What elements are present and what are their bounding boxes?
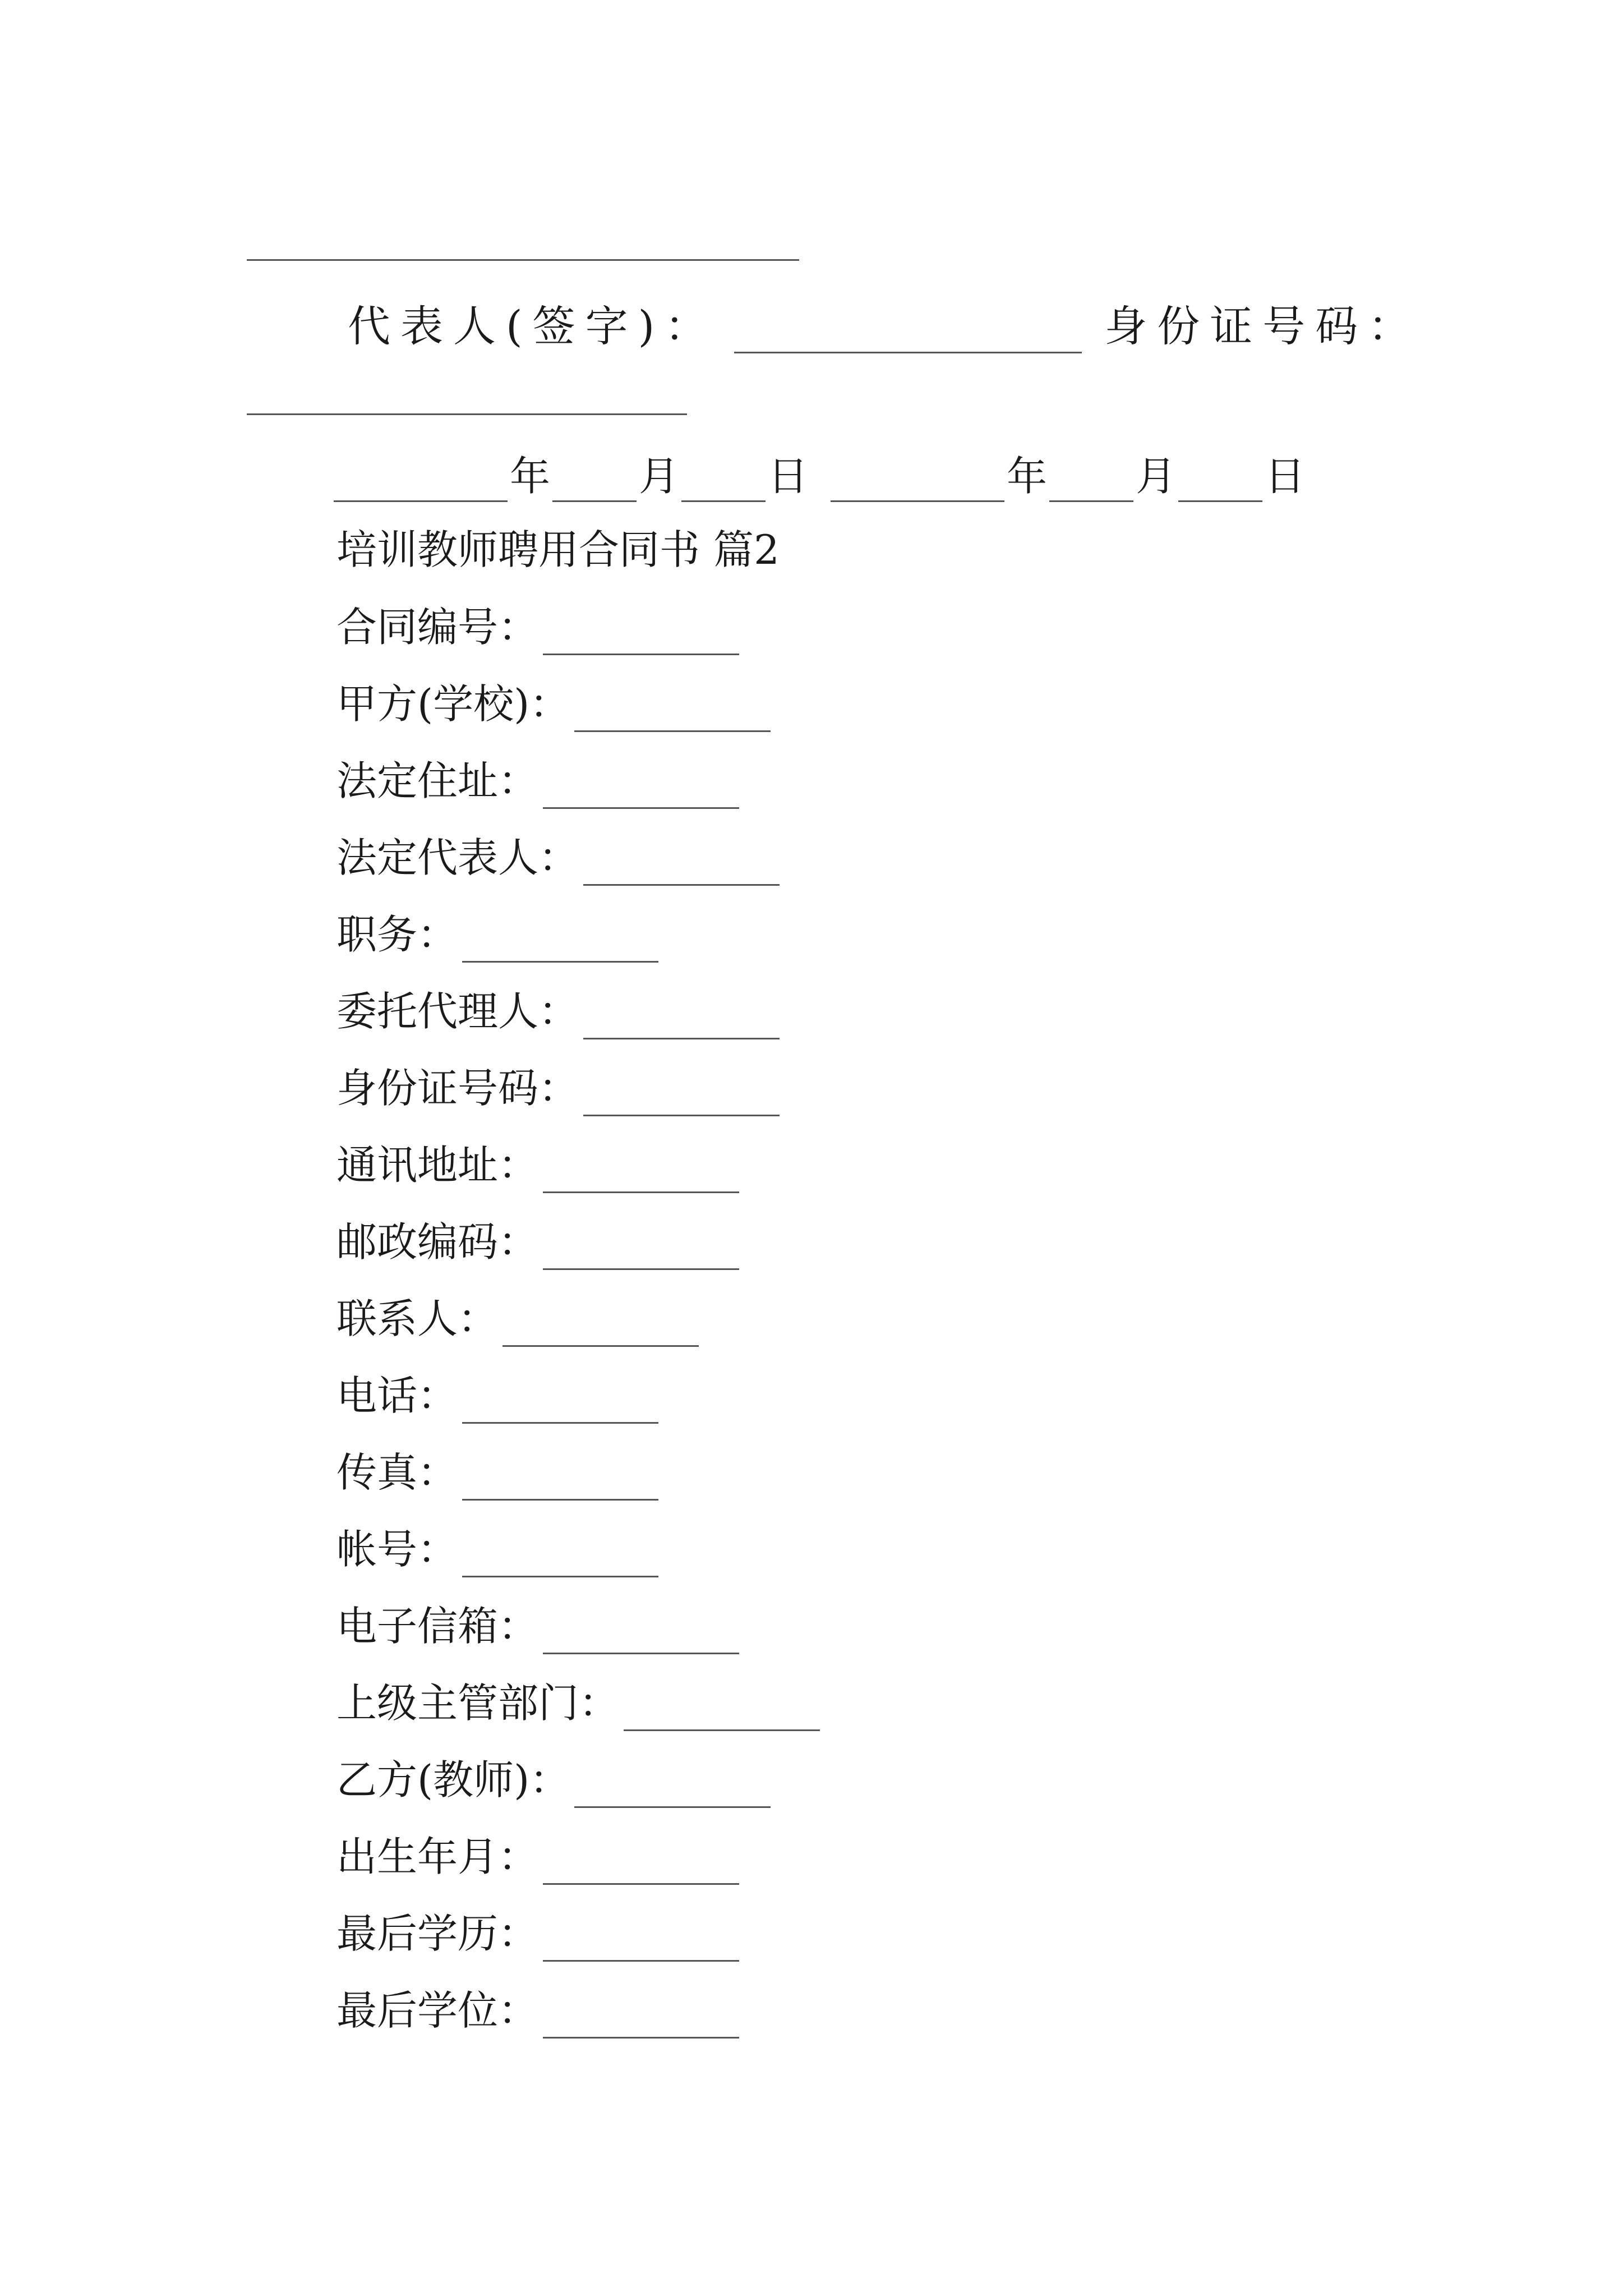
- day-label: 日: [1265, 453, 1306, 500]
- fax-input[interactable]: [462, 1460, 658, 1501]
- field-email: [336, 1598, 739, 1654]
- field-label: 通讯地址：: [336, 1142, 539, 1189]
- contact-person-input[interactable]: [502, 1306, 699, 1347]
- phone-input[interactable]: [462, 1383, 658, 1424]
- field-authorized-agent: [336, 983, 780, 1039]
- field-id-number: [336, 1060, 780, 1116]
- contract-number-input[interactable]: [543, 614, 739, 655]
- field-label: 联系人：: [336, 1295, 499, 1342]
- highest-degree-input[interactable]: [543, 1998, 739, 2039]
- field-phone: [336, 1368, 658, 1424]
- field-fax: [336, 1444, 658, 1501]
- party-b-day-field[interactable]: [1178, 461, 1262, 502]
- field-label: 法定代表人：: [336, 834, 579, 881]
- field-legal-representative: [336, 830, 780, 886]
- party-a-school-input[interactable]: [574, 691, 771, 732]
- field-contract-number: [336, 599, 739, 655]
- party-b-month-field[interactable]: [1049, 461, 1133, 502]
- contract-part: 篇2: [713, 526, 780, 573]
- field-account: [336, 1521, 658, 1577]
- representative-signature-row: [348, 292, 1421, 353]
- field-contact-person: [336, 1291, 699, 1347]
- postal-code-input[interactable]: [543, 1229, 739, 1270]
- position-input[interactable]: [462, 922, 658, 963]
- field-label: 传真：: [336, 1449, 458, 1496]
- year-label: 年: [1007, 453, 1048, 500]
- field-label: 帐号：: [336, 1526, 458, 1573]
- mailing-address-input[interactable]: [543, 1152, 739, 1193]
- date-row: [334, 446, 1305, 502]
- field-mailing-address: [336, 1137, 739, 1193]
- legal-representative-input[interactable]: [583, 845, 780, 886]
- field-label: 甲方(学校)：: [336, 680, 570, 728]
- contract-title: 培训教师聘用合同书: [336, 526, 700, 573]
- field-highest-education: [336, 1906, 739, 1962]
- party-b-teacher-input[interactable]: [574, 1767, 771, 1808]
- field-label: 职务：: [336, 911, 458, 958]
- party-a-month-field[interactable]: [552, 461, 637, 502]
- field-label: 身份证号码：: [336, 1065, 579, 1112]
- birth-date-input[interactable]: [543, 1844, 739, 1885]
- field-label: 合同编号：: [336, 604, 539, 651]
- field-position: [336, 907, 658, 963]
- field-label: 邮政编码：: [336, 1218, 539, 1266]
- email-input[interactable]: [543, 1613, 739, 1654]
- field-legal-address: [336, 753, 739, 809]
- field-label: 上级主管部门：: [336, 1680, 620, 1727]
- id-number-line: [247, 413, 687, 415]
- field-postal-code: [336, 1214, 739, 1270]
- representative-signature-field[interactable]: [734, 307, 1082, 353]
- field-party-b-teacher: [336, 1752, 771, 1808]
- field-supervising-department: [336, 1675, 820, 1731]
- party-b-year-field[interactable]: [831, 461, 1004, 502]
- id-number-label: 身份证号码：: [1104, 301, 1421, 351]
- field-label: 委托代理人：: [336, 988, 579, 1035]
- representative-label: 代表人(签字)：: [348, 301, 718, 351]
- field-label: 乙方(教师)：: [336, 1756, 570, 1803]
- field-label: 法定住址：: [336, 757, 539, 804]
- year-label: 年: [510, 453, 551, 500]
- id-number-input[interactable]: [583, 1075, 780, 1116]
- day-label: 日: [768, 453, 809, 500]
- party-a-day-field[interactable]: [681, 461, 766, 502]
- supervising-department-input[interactable]: [624, 1690, 820, 1731]
- field-party-a-school: [336, 676, 771, 732]
- authorized-agent-input[interactable]: [583, 999, 780, 1039]
- field-label: 电话：: [336, 1372, 458, 1419]
- highest-education-input[interactable]: [543, 1921, 739, 1962]
- signature-line-top: [247, 259, 799, 261]
- field-label: 最后学历：: [336, 1910, 539, 1957]
- contract-heading: [336, 522, 780, 578]
- field-highest-degree: [336, 1982, 739, 2039]
- party-a-year-field[interactable]: [334, 461, 508, 502]
- field-label: 最后学位：: [336, 1987, 539, 2034]
- month-label: 月: [1136, 453, 1177, 500]
- legal-address-input[interactable]: [543, 768, 739, 809]
- field-label: 电子信箱：: [336, 1603, 539, 1650]
- account-input[interactable]: [462, 1536, 658, 1577]
- field-birth-date: [336, 1829, 739, 1885]
- field-label: 出生年月：: [336, 1833, 539, 1880]
- month-label: 月: [639, 453, 680, 500]
